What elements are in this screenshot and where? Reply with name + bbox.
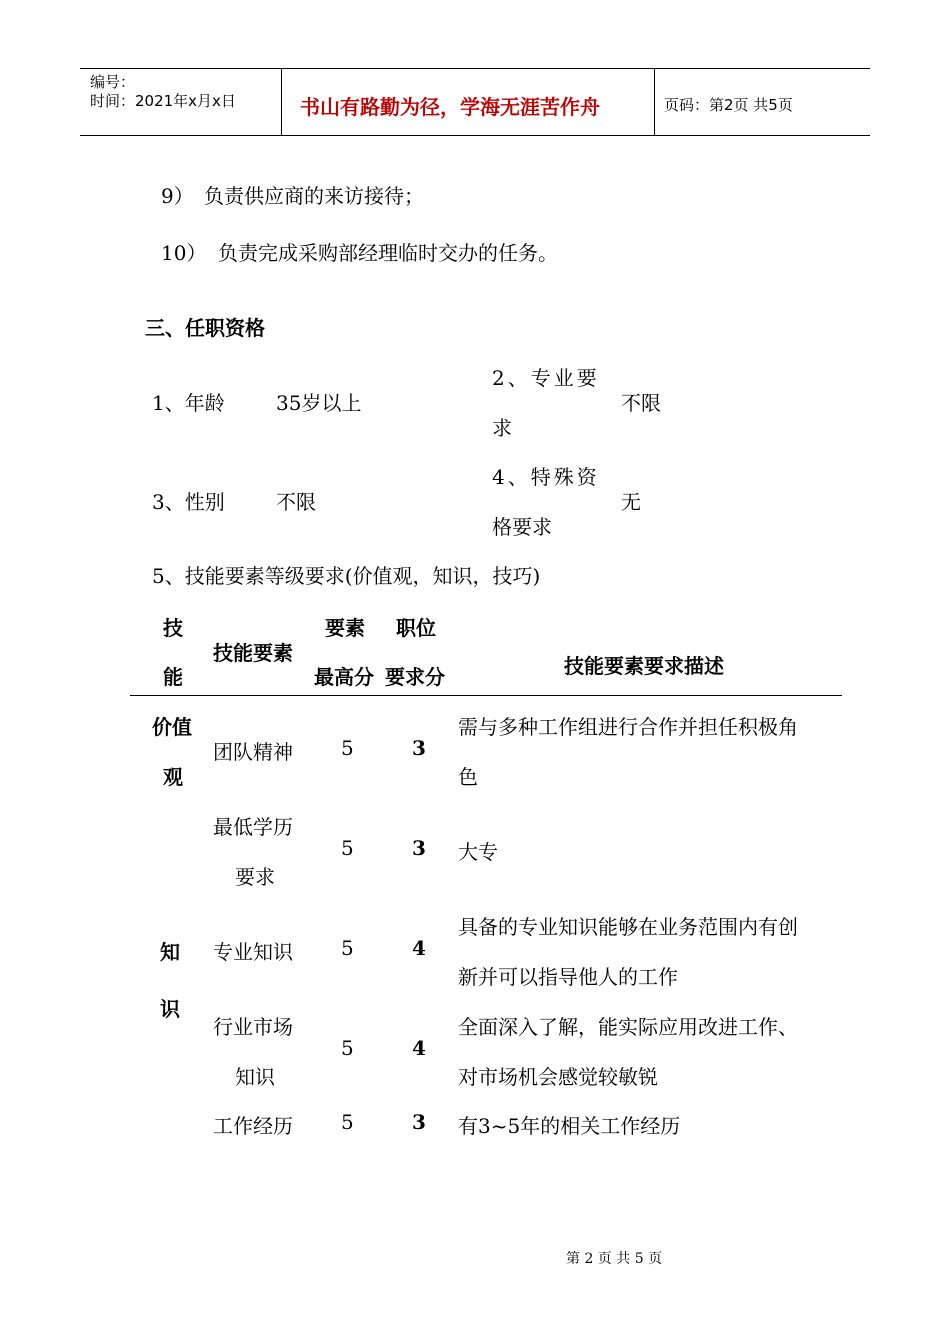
- header-top-rule: [80, 68, 870, 69]
- table-row-req: 4: [412, 936, 426, 960]
- table-row-max: 5: [341, 736, 354, 760]
- table-row-element: 团队精神: [213, 740, 293, 764]
- table-row-max: 5: [341, 836, 354, 860]
- table-row-desc-line2: 新并可以指导他人的工作: [458, 965, 678, 989]
- table-row-element: 专业知识: [213, 940, 293, 964]
- duty-item-9-number: 9）: [161, 184, 194, 208]
- header-page-info: 页码：第2页 共5页: [664, 96, 793, 114]
- qual-age-label: 1、年龄: [152, 391, 225, 415]
- header-divider-left: [281, 68, 282, 136]
- group-values-line2: 观: [163, 765, 183, 789]
- table-row-element-line1: 行业市场: [213, 1015, 293, 1039]
- header-motto: 书山有路勤为径，学海无涯苦作舟: [300, 95, 600, 119]
- header-bottom-rule: [80, 135, 870, 136]
- duty-item-9-text: 负责供应商的来访接待；: [204, 184, 424, 208]
- table-row-max: 5: [341, 936, 354, 960]
- table-row-desc-line1: 大专: [458, 840, 498, 864]
- th-skill-line1: 技: [163, 616, 183, 640]
- table-row-max: 5: [341, 1036, 354, 1060]
- table-row-desc-line1: 有3~5年的相关工作经历: [458, 1114, 681, 1138]
- qual-special-label-line1: 4、特殊资: [492, 465, 600, 489]
- group-knowledge-line1: 知: [160, 940, 180, 964]
- duty-item-10-number: 10）: [161, 241, 207, 265]
- table-row-desc-line1: 需与多种工作组进行合作并担任积极角: [458, 715, 798, 739]
- qual-major-label-line1: 2、专业要: [492, 366, 600, 390]
- table-row-desc-line1: 具备的专业知识能够在业务范围内有创: [458, 915, 798, 939]
- qual-special-value: 无: [621, 490, 641, 514]
- table-row-desc-line2: 色: [458, 765, 478, 789]
- th-description: 技能要素要求描述: [564, 654, 724, 678]
- table-row-req: 3: [412, 836, 426, 860]
- table-row-max: 5: [341, 1110, 354, 1134]
- th-max-line2: 最高分: [314, 665, 374, 689]
- table-row-desc-line1: 全面深入了解，能实际应用改进工作、: [458, 1015, 798, 1039]
- section-title: 三、任职资格: [145, 316, 265, 340]
- th-max-line1: 要素: [325, 616, 365, 640]
- table-row-desc-line2: 对市场机会感觉较敏锐: [458, 1065, 658, 1089]
- table-row-element: 工作经历: [213, 1114, 293, 1138]
- table-row-req: 4: [412, 1036, 426, 1060]
- th-req-line1: 职位: [396, 616, 436, 640]
- header-time-label: 时间：2021年x月x日: [90, 92, 236, 110]
- th-req-line2: 要求分: [385, 665, 445, 689]
- table-row-element-line2: 要求: [235, 865, 275, 889]
- qual-major-value: 不限: [621, 391, 661, 415]
- qual-major-label-line2: 求: [492, 416, 512, 440]
- qual-special-label-line2: 格要求: [492, 515, 552, 539]
- table-header-rule: [130, 695, 842, 696]
- table-row-element-line1: 最低学历: [213, 815, 293, 839]
- qual-gender-label: 3、性别: [152, 490, 225, 514]
- qual-gender-value: 不限: [276, 490, 316, 514]
- group-values-line1: 价值: [152, 715, 192, 739]
- page-footer: 第 2 页 共 5 页: [566, 1251, 663, 1267]
- th-skill-line2: 能: [163, 665, 183, 689]
- header-number-label: 编号：: [90, 73, 136, 91]
- table-row-element-line2: 知识: [235, 1065, 275, 1089]
- duty-item-10-text: 负责完成采购部经理临时交办的任务。: [218, 241, 558, 265]
- skills-title: 5、技能要素等级要求(价值观，知识，技巧): [152, 564, 541, 588]
- group-knowledge-line2: 识: [160, 997, 180, 1021]
- table-row-req: 3: [412, 736, 426, 760]
- table-row-req: 3: [412, 1110, 426, 1134]
- qual-age-value: 35岁以上: [276, 391, 362, 415]
- header-divider-right: [654, 68, 655, 136]
- th-element: 技能要素: [213, 641, 293, 665]
